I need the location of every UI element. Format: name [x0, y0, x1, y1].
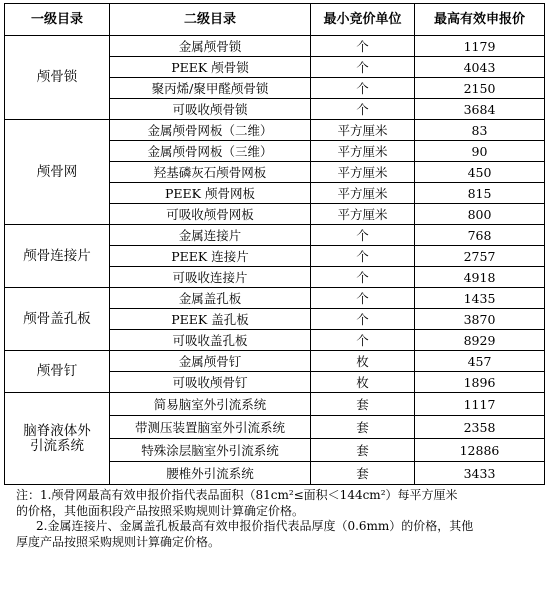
- unit-cell: 个: [311, 246, 415, 267]
- price-cell: 90: [415, 141, 545, 162]
- header-item: 二级目录: [110, 4, 311, 36]
- price-cell: 4918: [415, 267, 545, 288]
- price-cell: 800: [415, 204, 545, 225]
- table-header-row: [5, 4, 545, 36]
- item-cell: PEEK 连接片: [110, 246, 311, 267]
- unit-cell: 个: [311, 78, 415, 99]
- price-cell: 12886: [415, 439, 545, 462]
- header-category: 一级目录: [5, 4, 110, 36]
- price-cell: 2358: [415, 416, 545, 439]
- item-cell: PEEK 颅骨锁: [110, 57, 311, 78]
- table-body: [5, 36, 545, 485]
- price-cell: 450: [415, 162, 545, 183]
- item-cell: 简易脑室外引流系统: [110, 393, 311, 416]
- table-row: [5, 36, 545, 57]
- table-row: [5, 225, 545, 246]
- item-cell: 羟基磷灰石颅骨网板: [110, 162, 311, 183]
- price-cell: 457: [415, 351, 545, 372]
- price-cell: 815: [415, 183, 545, 204]
- unit-cell: 套: [311, 416, 415, 439]
- item-cell: 可吸收连接片: [110, 267, 311, 288]
- price-cell: 3433: [415, 462, 545, 485]
- item-cell: 金属颅骨锁: [110, 36, 311, 57]
- notes: [4, 488, 544, 550]
- header-unit: 最小竞价单位: [311, 4, 415, 36]
- unit-cell: 枚: [311, 372, 415, 393]
- unit-cell: 个: [311, 225, 415, 246]
- price-table: [4, 3, 545, 485]
- item-cell: 聚丙烯/聚甲醛颅骨锁: [110, 78, 311, 99]
- item-cell: 可吸收盖孔板: [110, 330, 311, 351]
- item-cell: 金属颅骨钉: [110, 351, 311, 372]
- unit-cell: 平方厘米: [311, 120, 415, 141]
- document: [4, 3, 544, 550]
- note-line: 注：1.颅骨网最高有效申报价指代表品面积（81cm²≤面积＜144cm²）每平方厘米: [16, 488, 458, 502]
- table-row: [5, 288, 545, 309]
- unit-cell: 平方厘米: [311, 183, 415, 204]
- price-cell: 4043: [415, 57, 545, 78]
- unit-cell: 个: [311, 57, 415, 78]
- unit-cell: 套: [311, 462, 415, 485]
- unit-cell: 个: [311, 99, 415, 120]
- unit-cell: 个: [311, 267, 415, 288]
- unit-cell: 枚: [311, 351, 415, 372]
- unit-cell: 套: [311, 439, 415, 462]
- category-cell: 脑脊液体外 引流系统: [5, 393, 110, 485]
- item-cell: 特殊涂层脑室外引流系统: [110, 439, 311, 462]
- item-cell: 金属颅骨网板（二维）: [110, 120, 311, 141]
- category-cell: 颅骨锁: [5, 36, 110, 120]
- table-row: [5, 120, 545, 141]
- unit-cell: 平方厘米: [311, 204, 415, 225]
- unit-cell: 平方厘米: [311, 162, 415, 183]
- item-cell: 可吸收颅骨钉: [110, 372, 311, 393]
- price-cell: 1435: [415, 288, 545, 309]
- unit-cell: 平方厘米: [311, 141, 415, 162]
- unit-cell: 个: [311, 330, 415, 351]
- note-line: 的价格，其他面积段产品按照采购规则计算确定价格。: [16, 503, 305, 518]
- price-cell: 1117: [415, 393, 545, 416]
- price-cell: 1179: [415, 36, 545, 57]
- category-cell: 颅骨网: [5, 120, 110, 225]
- item-cell: 金属颅骨网板（三维）: [110, 141, 311, 162]
- item-cell: 可吸收颅骨锁: [110, 99, 311, 120]
- item-cell: PEEK 颅骨网板: [110, 183, 311, 204]
- price-cell: 2757: [415, 246, 545, 267]
- header-price: 最高有效申报价: [415, 4, 545, 36]
- item-cell: 带测压装置脑室外引流系统: [110, 416, 311, 439]
- unit-cell: 个: [311, 288, 415, 309]
- category-cell: 颅骨钉: [5, 351, 110, 393]
- unit-cell: 个: [311, 36, 415, 57]
- note-line: 厚度产品按照采购规则计算确定价格。: [16, 534, 221, 549]
- price-cell: 3870: [415, 309, 545, 330]
- price-cell: 1896: [415, 372, 545, 393]
- category-cell: 颅骨连接片: [5, 225, 110, 288]
- item-cell: 金属连接片: [110, 225, 311, 246]
- table-row: [5, 351, 545, 372]
- unit-cell: 个: [311, 309, 415, 330]
- price-cell: 8929: [415, 330, 545, 351]
- price-cell: 2150: [415, 78, 545, 99]
- item-cell: 腰椎外引流系统: [110, 462, 311, 485]
- price-cell: 768: [415, 225, 545, 246]
- item-cell: 金属盖孔板: [110, 288, 311, 309]
- price-cell: 83: [415, 120, 545, 141]
- price-cell: 3684: [415, 99, 545, 120]
- note-line: 2.金属连接片、金属盖孔板最高有效申报价指代表品厚度（0.6mm）的价格，其他: [36, 519, 474, 533]
- category-cell: 颅骨盖孔板: [5, 288, 110, 351]
- item-cell: 可吸收颅骨网板: [110, 204, 311, 225]
- unit-cell: 套: [311, 393, 415, 416]
- table-row: [5, 393, 545, 416]
- item-cell: PEEK 盖孔板: [110, 309, 311, 330]
